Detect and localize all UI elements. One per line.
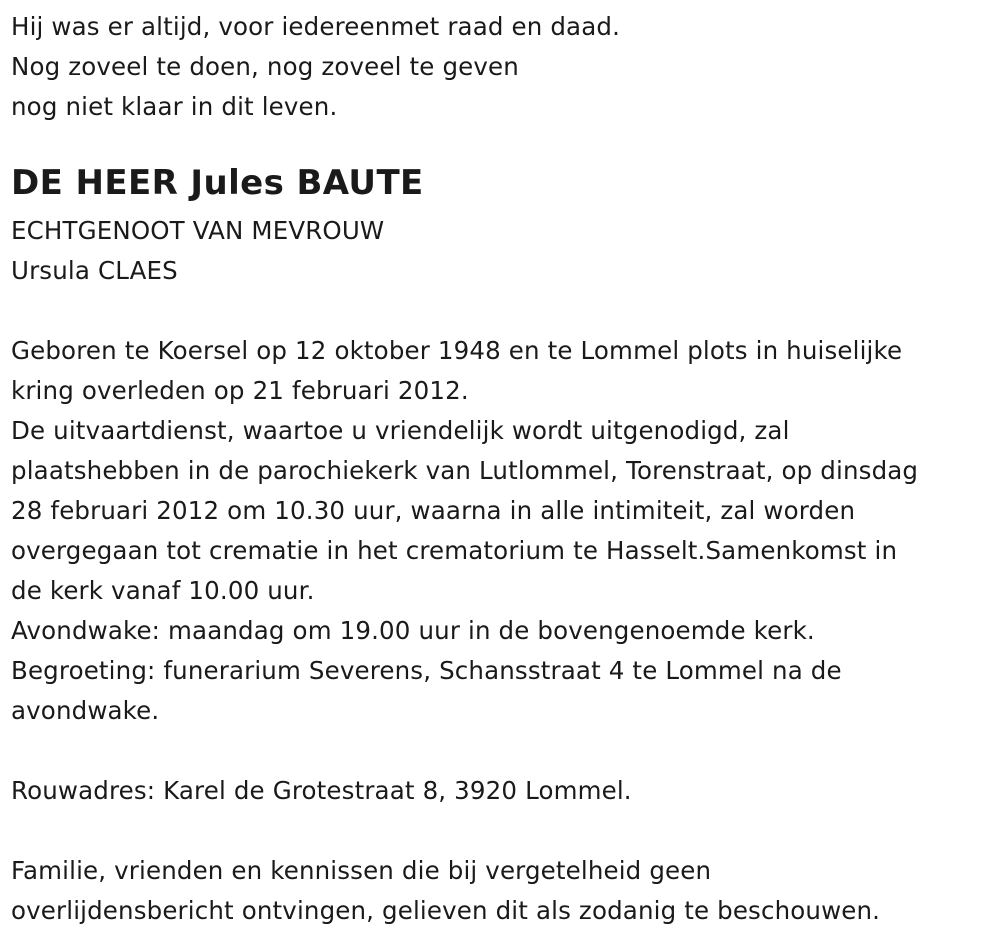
body-line: de kerk vanaf 10.00 uur. bbox=[11, 576, 315, 605]
poem bbox=[11, 7, 996, 127]
spacer bbox=[11, 731, 996, 771]
body-line: plaatshebben in de parochiekerk van Lutlommel, Torenstraat, op dinsdag bbox=[11, 456, 919, 485]
poem-line: Hij was er altijd, voor iedereenmet raad en daad. bbox=[11, 12, 621, 41]
deceased-name: DE HEER Jules BAUTE bbox=[11, 163, 424, 203]
closing-line: overlijdensbericht ontvingen, gelieven dit als zodanig te beschouwen. bbox=[11, 896, 881, 925]
body-line: 28 februari 2012 om 10.30 uur, waarna in alle intimiteit, zal worden bbox=[11, 496, 856, 525]
body-line: De uitvaartdienst, waartoe u vriendelijk wordt uitgenodigd, zal bbox=[11, 416, 790, 445]
body-line: Begroeting: funerarium Severens, Schansstraat 4 te Lommel na de bbox=[11, 656, 842, 685]
body-line: Avondwake: maandag om 19.00 uur in de bovengenoemde kerk. bbox=[11, 616, 815, 645]
relation-line: ECHTGENOOT VAN MEVROUW bbox=[11, 216, 385, 245]
poem-line: Nog zoveel te doen, nog zoveel te geven bbox=[11, 52, 519, 81]
mourning-address: Rouwadres: Karel de Grotestraat 8, 3920 Lommel. bbox=[11, 776, 632, 805]
body-line: Geboren te Koersel op 12 oktober 1948 en te Lommel plots in huiselijke bbox=[11, 336, 903, 365]
body-line: avondwake. bbox=[11, 696, 160, 725]
closing-line: Familie, vrienden en kennissen die bij vergetelheid geen bbox=[11, 856, 712, 885]
spacer bbox=[11, 291, 996, 331]
closing-note bbox=[11, 851, 996, 931]
obituary-notice bbox=[11, 7, 996, 931]
spouse-name: Ursula CLAES bbox=[11, 256, 178, 285]
poem-line: nog niet klaar in dit leven. bbox=[11, 92, 338, 121]
spacer bbox=[11, 811, 996, 851]
notice-body bbox=[11, 331, 996, 731]
body-line: kring overleden op 21 februari 2012. bbox=[11, 376, 469, 405]
body-line: overgegaan tot crematie in het crematorium te Hasselt.Samenkomst in bbox=[11, 536, 898, 565]
